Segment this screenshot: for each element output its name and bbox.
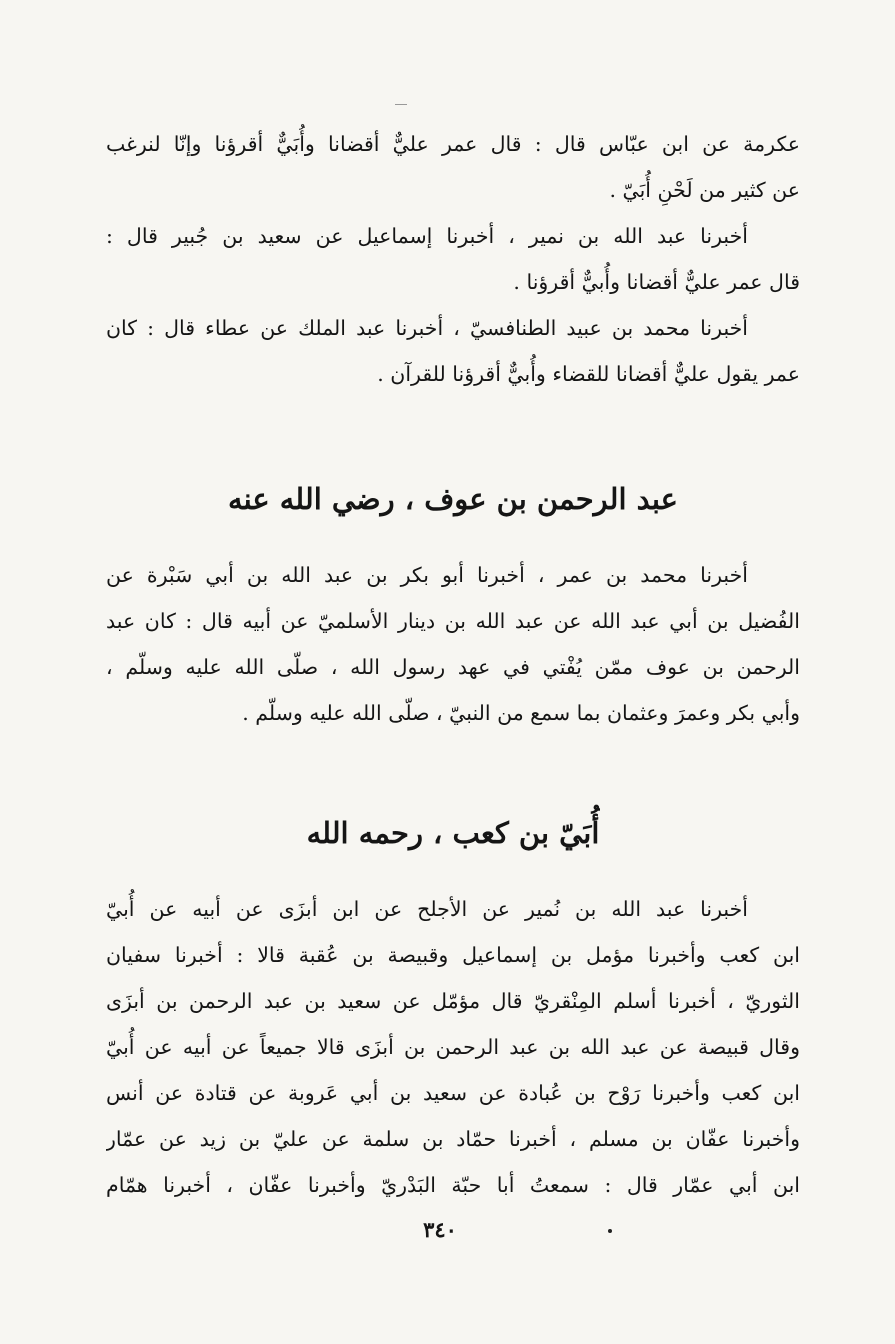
top-paragraphs [106, 121, 800, 397]
section1-body [106, 552, 800, 736]
paragraph-line: ابن كعب وأخبرنا مؤمل بن إسماعيل وقبيصة بن عُقبة قالا : أخبرنا سفيان [106, 943, 800, 967]
paragraph-line: ابن كعب وأخبرنا رَوْح بن عُبادة عن سعيد بن أبي عَروبة عن قتادة عن أنس [106, 1081, 800, 1105]
paragraph-line: وأبي بكر وعمرَ وعثمان بما سمع من النبيّ ، صلّى الله عليه وسلّم . [242, 701, 800, 725]
paragraph-line: وقال قبيصة عن عبد الله بن عبد الرحمن بن أبزَى قالا جميعاً عن أبيه عن أُبيّ [106, 1035, 800, 1059]
paragraph-line: عن كثير من لَحْنِ أُبَيّ . [609, 178, 800, 202]
paragraph-line: ابن أبي عمّار قال : سمعتُ أبا حبّة البَدْريّ وأخبرنا عفّان ، أخبرنا همّام [106, 1173, 800, 1197]
paragraph-line: الرحمن بن عوف ممّن يُفْتي في عهد رسول الله ، صلّى الله عليه وسلّم ، [106, 655, 800, 679]
section2-body [106, 886, 800, 1208]
paragraph-line: الفُضيل بن أبي عبد الله عن عبد الله بن دينار الأسلميّ عن أبيه قال : كان عبد [106, 609, 800, 633]
paragraph-line: الثوريّ ، أخبرنا أسلم المِنْقريّ قال مؤمّل عن سعيد بن عبد الرحمن بن أبزَى [106, 989, 800, 1013]
paragraph-line: وأخبرنا عفّان بن مسلم ، أخبرنا حمّاد بن سلمة عن عليّ بن زيد عن عمّار [106, 1127, 800, 1151]
print-speck [608, 1229, 612, 1233]
top-divider-mark [395, 104, 407, 105]
section-heading-ubayy: أُبَيّ بن كعب ، رحمه الله [306, 816, 600, 850]
paragraph-line: قال عمر عليٌّ أقضانا وأُبيٌّ أقرؤنا . [513, 270, 800, 294]
paragraph-line: أخبرنا عبد الله بن نمير ، أخبرنا إسماعيل عن سعيد بن جُبير قال : [106, 224, 748, 248]
paragraph-line: عكرمة عن ابن عبّاس قال : قال عمر عليٌّ أقضانا وأُبَيٌّ أقرؤنا وإنّا لنرغب [106, 132, 800, 156]
section-heading-abdulrahman: عبد الرحمن بن عوف ، رضي الله عنه [228, 482, 678, 516]
paragraph-line: عمر يقول عليٌّ أقضانا للقضاء وأُبيٌّ أقرؤنا للقرآن . [377, 362, 800, 386]
page-number: ٣٤٠ [423, 1217, 457, 1242]
paragraph-line: أخبرنا محمد بن عبيد الطنافسيّ ، أخبرنا عبد الملك عن عطاء قال : كان [106, 316, 748, 340]
paragraph-line: أخبرنا عبد الله بن نُمير عن الأجلح عن ابن أبزَى عن أبيه عن أُبيّ [106, 897, 748, 921]
paragraph-line: أخبرنا محمد بن عمر ، أخبرنا أبو بكر بن عبد الله بن أبي سَبْرة عن [106, 563, 748, 587]
